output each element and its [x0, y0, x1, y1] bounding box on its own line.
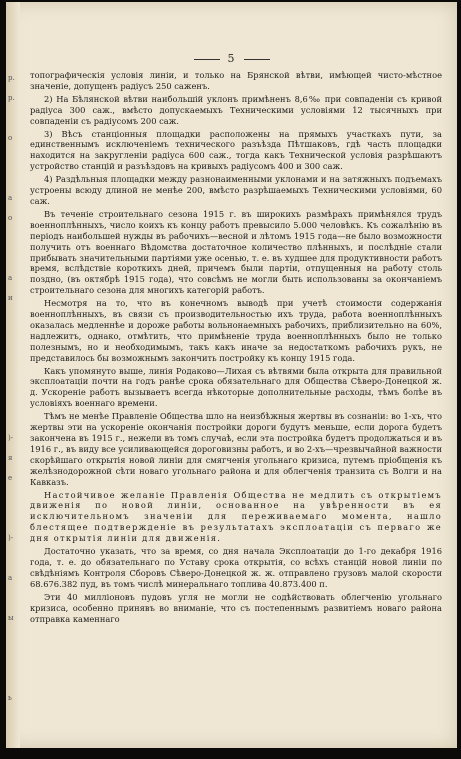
margin-mark: е [8, 474, 13, 482]
page-number-dash-left [194, 59, 220, 60]
paragraph: Какъ упомянуто выше, линія Родаково—Лихая съ вѣтвями была открыта для правильной эксплоатаціи почти на годъ ранѣе срока обязательнаго для Общества Сѣверо-Донецкой ж. д. Ускореніе работъ вызываетъ всегда нѣкоторые дополнительные расходы, тѣмъ болѣе въ условіяхъ военнаго времени. [30, 365, 442, 409]
paragraph: 3) Вѣсъ станціонныя площадки расположены на прямыхъ участкахъ пути, за единственнымъ исключеніемъ технического разъѣзда Пѣтшаковъ, гдѣ часть площадки находится на закругленіи радіуса 600 саж., тогда какъ Технической условія разрѣшаютъ устройство станцій и разъѣздовъ на кривыхъ радіусомъ 400 и 300 саж. [30, 128, 442, 172]
page-number-value: 5 [227, 52, 236, 65]
margin-mark: а [8, 574, 13, 582]
paragraph: Достаточно указать, что за время, со дня начала Эксплоатаціи до 1-го декабря 1916 года, т. е. до обязательнаго по Уставу срока открытія, со всѣхъ станцій новой линіи по свѣдѣніямъ Контроля Сборовъ Сѣверо-Донецкой ж. ж. отправлено грузовъ малой скорости 68.676.382 пуд, въ томъ числѣ минеральнаго топлива 40.873.400 п. [30, 546, 442, 589]
margin-mark: а [8, 194, 13, 202]
margin-mark: р. [8, 74, 15, 82]
left-margin-gutter [6, 2, 20, 748]
paragraph: Несмотря на то, что въ конечномъ выводѣ при учетѣ стоимости содержанія военноплѣнныхъ, въ связи съ производительностью ихъ труда, работа военноплѣнныхъ оказалась медленнѣе и дороже работы вольнонаемныхъ рабочихъ, приблизительно на 60%, надлежитъ, однако, отмѣтить, что примѣненіе труда военноплѣнныхъ было не только полезнымъ, но и необходимымъ, такъ какъ иначе за недостаткомъ рабочихъ рукъ, не представилось бы возможнымъ закончить постройку къ концу 1915 года. [30, 298, 442, 363]
page-number-dash-right [244, 59, 270, 60]
margin-mark: а [8, 274, 13, 282]
paragraph: 2) На Бѣлянской вѣтви наибольшій уклонъ примѣненъ 8,6‰ при совпаденіи съ кривой радіуса 300 саж., вмѣсто допускаемыхъ Техническими условіями 12 тысячныхъ при совпаденіи съ радіусомъ 200 саж. [30, 93, 442, 126]
margin-mark: и [8, 294, 13, 302]
document-page [6, 2, 457, 748]
body-text [30, 70, 442, 626]
paragraph: 4) Раздѣльныя площадки между разнонаименными уклонами и на затяжныхъ подъемахъ устроены всюду длиной не менѣе 200, вмѣсто разрѣшаемыхъ Техническими условіями, 60 саж. [30, 174, 442, 206]
margin-mark: о [8, 214, 13, 222]
margin-mark: ь [8, 694, 12, 702]
margin-mark: р. [8, 94, 15, 102]
page-number [6, 52, 457, 65]
paragraph: Эти 40 милліоновъ пудовъ угля не могли не содѣйствовать облегченію угольнаго кризиса, особенно принявъ во вниманіе, что съ постепеннымъ развитіемъ новаго района отправка каменнаго [30, 591, 442, 624]
margin-mark: ы [8, 614, 14, 622]
margin-mark: )- [8, 434, 14, 442]
paragraph: Въ теченіе строительнаго сезона 1915 г. въ широкихъ размѣрахъ примѣнялся трудъ военноплѣнныхъ, число коихъ къ концу работъ превысило 5.000 человѣкъ. Къ сожалѣнію въ періодъ наибольшей нужды въ рабочихъ—весной и лѣтомъ 1915 года—не было возможности получить отъ военнаго Вѣдомства достаточное количество плѣнныхъ, и послѣдніе стали прибывать значительными партіями уже осенью, т. е. въ худшее для продуктивности работъ время, вслѣдствіе короткихъ дней, причемъ были партіи, отпущенныя на работу столь поздно, (въ октябрѣ 1915 года), что совсѣмъ не могли быть использованы за окончаніемъ строительнаго сезона для многихъ категорій работъ. [30, 208, 442, 296]
margin-mark: )- [8, 534, 14, 542]
paragraph: топографическія условія линіи, и только на Брянской вѣтви, имѣющей чисто-мѣстное значеніе, допущенъ радіусъ 250 саженъ. [30, 70, 442, 91]
paragraph: Тѣмъ не менѣе Правленіе Общества шло на неизбѣжныя жертвы въ сознаніи: во 1-хъ, что жертвы эти на ускореніе окончанія постройки дороги будутъ меньше, если дорога будетъ закончена въ 1915 г., нежели въ томъ случаѣ, если эта постройка будетъ продолжаться и въ 1916 г., въ виду все усиливающейся дороговизны работъ, и во 2-хъ—чрезвычайной важности скорѣйшаго открытія новой линіи для смягченія угольнаго кризиса, путемъ пріобщенія къ желѣзнодорожной сѣти новаго угольнаго района и для облегченія транзита съ Волги и на Кавказъ. [30, 411, 442, 487]
margin-mark: о [8, 134, 13, 142]
paragraph: Настойчивое желаніе Правленія Общества не медлить съ открытіемъ движенія по новой линіи, основанное на увѣренности въ ея исключительномъ значеніи для переживаемаго момента, нашло блестящее подтвержденіе въ результатахъ эксплоатаціи съ перваго же дня открытія линіи для движенія. [30, 489, 442, 544]
margin-mark: я [8, 454, 13, 462]
